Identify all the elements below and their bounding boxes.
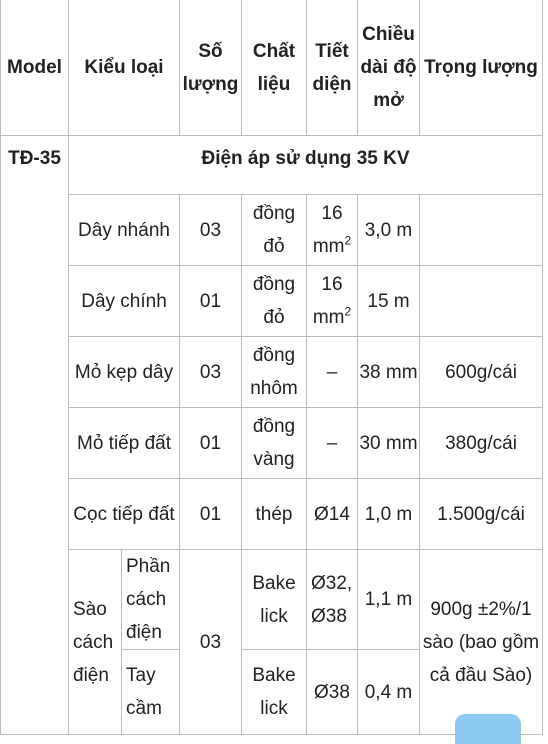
quantity-cell: 03 xyxy=(180,195,242,266)
quantity-cell: 01 xyxy=(180,408,242,479)
section-cell xyxy=(307,195,358,266)
insulator-group-cell: Sào cách điện xyxy=(69,550,122,735)
header-material: Chất liệu xyxy=(242,0,307,136)
weight-cell xyxy=(420,195,543,266)
section-cell: Ø38 xyxy=(307,650,358,735)
type-cell: Dây nhánh xyxy=(69,195,180,266)
weight-cell: 1.500g/cái xyxy=(420,479,543,550)
material-cell: thép xyxy=(242,479,307,550)
section-cell: – xyxy=(307,408,358,479)
insulator-weight: 900g ±2%/1 sào (bao gồm cả đầu Sào) xyxy=(422,598,540,686)
length-cell: 0,4 m xyxy=(358,650,420,735)
length-cell: 30 mm xyxy=(358,408,420,479)
header-section: Tiết diện xyxy=(307,0,358,136)
material-cell: Bake lick xyxy=(242,650,307,735)
quantity-cell: 01 xyxy=(180,266,242,337)
section-cell: Ø14 xyxy=(307,479,358,550)
section-cell: – xyxy=(307,337,358,408)
material-cell: đồng nhôm xyxy=(242,337,307,408)
section-cell xyxy=(307,266,358,337)
header-row xyxy=(1,0,543,136)
weight-cell xyxy=(420,266,543,337)
header-model: Model xyxy=(1,0,69,136)
header-open-length: Chiều dài độ mở xyxy=(358,0,420,136)
material-cell: đồng đỏ xyxy=(242,195,307,266)
quantity-cell: 01 xyxy=(180,479,242,550)
section-value: 16 mm xyxy=(312,203,345,257)
length-cell: 15 m xyxy=(358,266,420,337)
header-quantity: Số lượng xyxy=(180,0,242,136)
type-cell: Mỏ kẹp dây xyxy=(69,337,180,408)
section-superscript: 2 xyxy=(344,233,352,248)
header-weight: Trọng lượng xyxy=(420,0,543,136)
length-cell: 38 mm xyxy=(358,337,420,408)
weight-cell xyxy=(420,550,543,735)
section-value: 16 mm xyxy=(312,274,345,328)
type-cell: Cọc tiếp đất xyxy=(69,479,180,550)
table-row xyxy=(1,195,543,266)
type-cell: Dây chính xyxy=(69,266,180,337)
weight-cell: 600g/cái xyxy=(420,337,543,408)
quantity-cell: 03 xyxy=(180,550,242,735)
table-row xyxy=(1,479,543,550)
floating-chat-bubble[interactable] xyxy=(455,714,521,744)
voltage-label: Điện áp sử dụng 35 KV xyxy=(69,136,543,195)
part-name-cell: Tay cầm xyxy=(122,650,180,735)
table-row xyxy=(1,408,543,479)
quantity-cell: 03 xyxy=(180,337,242,408)
part-name-cell: Phần cách điện xyxy=(122,550,180,650)
table-row xyxy=(1,550,543,650)
section-cell: Ø32, Ø38 xyxy=(307,550,358,650)
voltage-row xyxy=(1,136,543,195)
header-type: Kiểu loại xyxy=(69,0,180,136)
material-cell: đồng vàng xyxy=(242,408,307,479)
length-cell: 1,1 m xyxy=(358,550,420,650)
type-cell: Mỏ tiếp đất xyxy=(69,408,180,479)
section-superscript: 2 xyxy=(344,304,352,319)
model-cell: TĐ-35 xyxy=(1,136,69,735)
table-row xyxy=(1,337,543,408)
weight-cell: 380g/cái xyxy=(420,408,543,479)
table-row xyxy=(1,266,543,337)
material-cell: đồng đỏ xyxy=(242,266,307,337)
material-cell: Bake lick xyxy=(242,550,307,650)
length-cell: 3,0 m xyxy=(358,195,420,266)
length-cell: 1,0 m xyxy=(358,479,420,550)
